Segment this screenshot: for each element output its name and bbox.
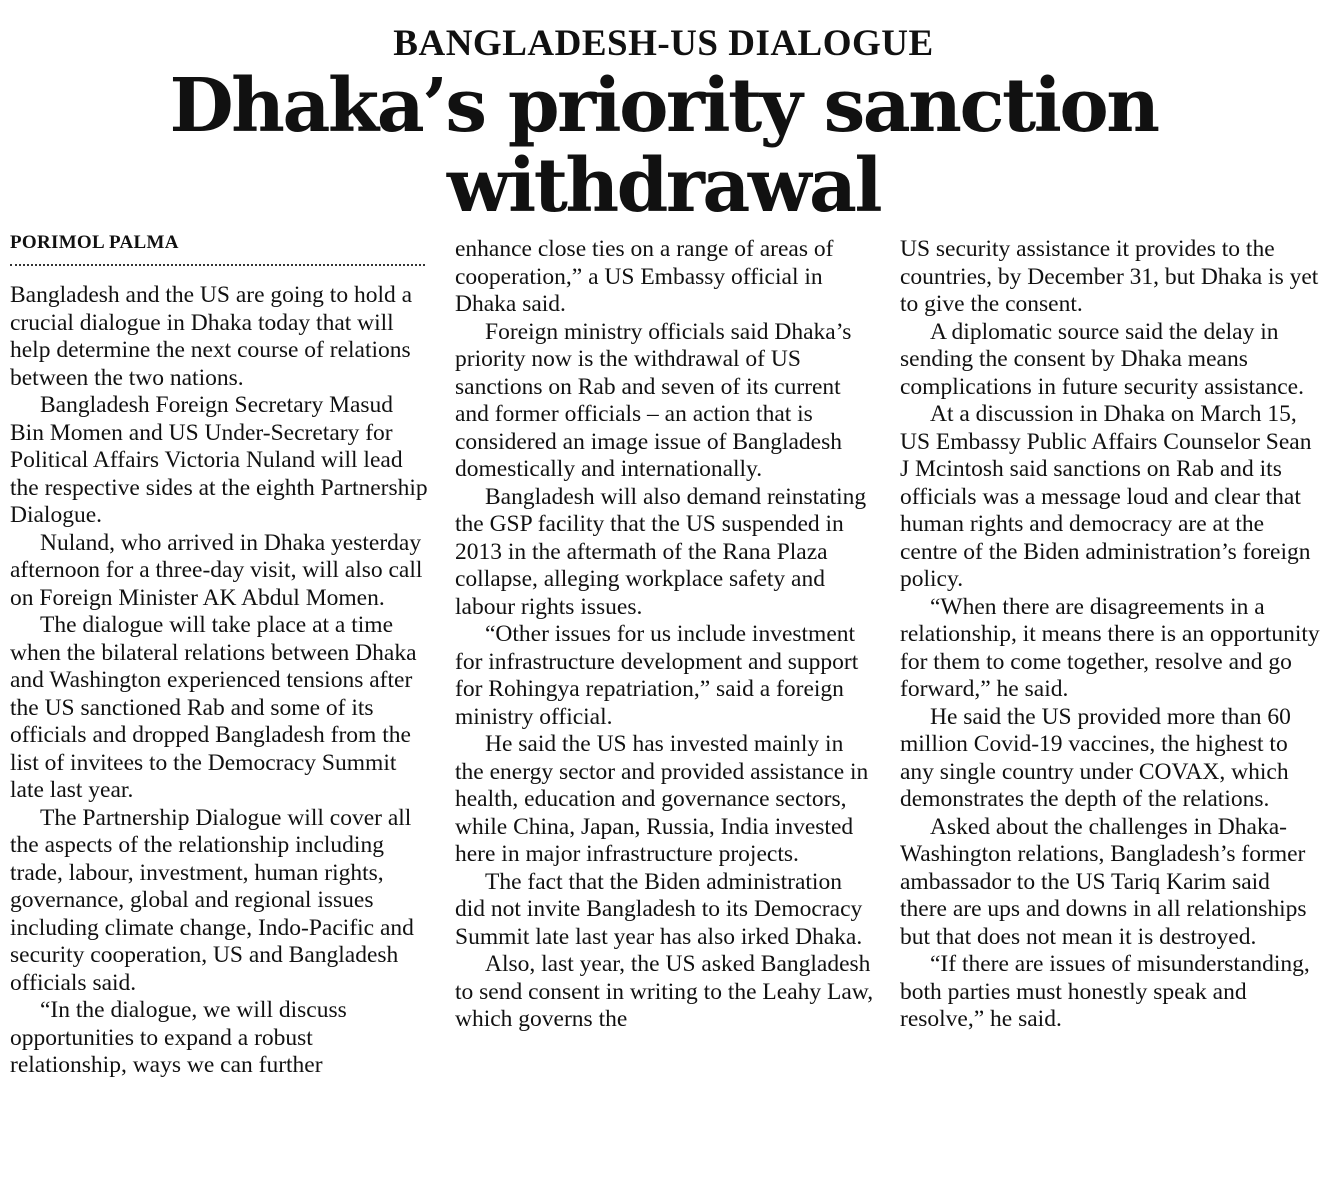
paragraph: “If there are issues of misunderstanding, both parties must honestly speak and resolve,” he said. xyxy=(900,951,1310,1032)
paragraph: “Other issues for us include investment for infrastructure development and support for Rohingya repatriation,” said a foreign ministry official. xyxy=(455,621,859,730)
paragraph: He said the US provided more than 60 million Covid-19 vaccines, the highest to any single country under COVAX, which demonstrates the depth of the relations. xyxy=(900,703,1291,812)
column-2 xyxy=(455,236,875,1034)
paragraph: Also, last year, the US asked Bangladesh to send consent in writing to the Leahy Law, which governs the xyxy=(455,951,874,1032)
paragraph: Asked about the challenges in Dhaka-Washington relations, Bangladesh’s former ambassador to the US Tariq Karim said there are ups and downs in all relationships but that does not mean it is destroyed. xyxy=(900,813,1307,950)
paragraph: He said the US has invested mainly in the energy sector and provided assistance in health, education and governance sectors, while China, Japan, Russia, India invested here in major infrastructure projects. xyxy=(455,731,869,867)
paragraph: US security assistance it provides to the countries, by December 31, but Dhaka is yet to give the consent. xyxy=(900,236,1319,317)
headline-line-2: withdrawal xyxy=(446,143,881,229)
paragraph: “In the dialogue, we will discuss opportunities to expand a robust relationship, ways we can further xyxy=(10,997,347,1078)
article-body xyxy=(10,228,1320,1188)
paragraph: At a discussion in Dhaka on March 15, US Embassy Public Affairs Counselor Sean J Mcintosh said sanctions on Rab and its officials was a message loud and clear that human rights and democracy are at the centre of the Biden administration’s foreign policy. xyxy=(900,401,1312,592)
paragraph: Bangladesh and the US are going to hold a crucial dialogue in Dhaka today that will help determine the next course of relations between the two nations. xyxy=(10,282,413,391)
headline xyxy=(0,63,1327,229)
paragraph: Bangladesh will also demand reinstating the GSP facility that the US suspended in 2013 in the aftermath of the Rana Plaza collapse, alleging workplace safety and labour rights issues. xyxy=(455,483,867,620)
paragraph: “When there are disagreements in a relationship, it means there is an opportunity for them to come together, resolve and go forward,” he said. xyxy=(900,593,1320,702)
paragraph: The Partnership Dialogue will cover all the aspects of the relationship including trade, labour, investment, human rights, governance, global and regional issues including climate change, Indo-Pacific and security cooperation, US and Bangladesh officials said. xyxy=(10,804,414,996)
paragraph: Bangladesh Foreign Secretary Masud Bin Momen and US Under-Secretary for Political Affairs Victoria Nuland will lead the respective sides at the eighth Partnership Dialogue. xyxy=(10,392,428,528)
paragraph: Nuland, who arrived in Dhaka yesterday afternoon for a three-day visit, will also call on Foreign Minister AK Abdul Momen. xyxy=(10,529,423,611)
column-1 xyxy=(10,228,430,1080)
paragraph: enhance close ties on a range of areas of cooperation,” a US Embassy official in Dhaka said. xyxy=(455,236,834,317)
headline-line-1: Dhaka’s priority sanction xyxy=(169,63,1158,149)
paragraph: The fact that the Biden administration did not invite Bangladesh to its Democracy Summit late last year has also irked Dhaka. xyxy=(455,868,863,950)
column-3 xyxy=(900,236,1320,1034)
paragraph: Foreign ministry officials said Dhaka’s priority now is the withdrawal of US sanctions on Rab and seven of its current and former officials – an action that is considered an image issue of Bangladesh domestically and internationally. xyxy=(455,318,852,482)
paragraph: The dialogue will take place at a time when the bilateral relations between Dhaka and Washington experienced tensions after the US sanctioned Rab and some of its officials and dropped Bangladesh from the list of invitees to the Democracy Summit late last year. xyxy=(10,612,417,803)
section-kicker: BANGLADESH-US DIALOGUE xyxy=(393,23,934,64)
byline-divider xyxy=(10,264,425,266)
byline: PORIMOL PALMA xyxy=(10,232,179,253)
paragraph: A diplomatic source said the delay in sending the consent by Dhaka means complications in future security assistance. xyxy=(900,318,1304,400)
